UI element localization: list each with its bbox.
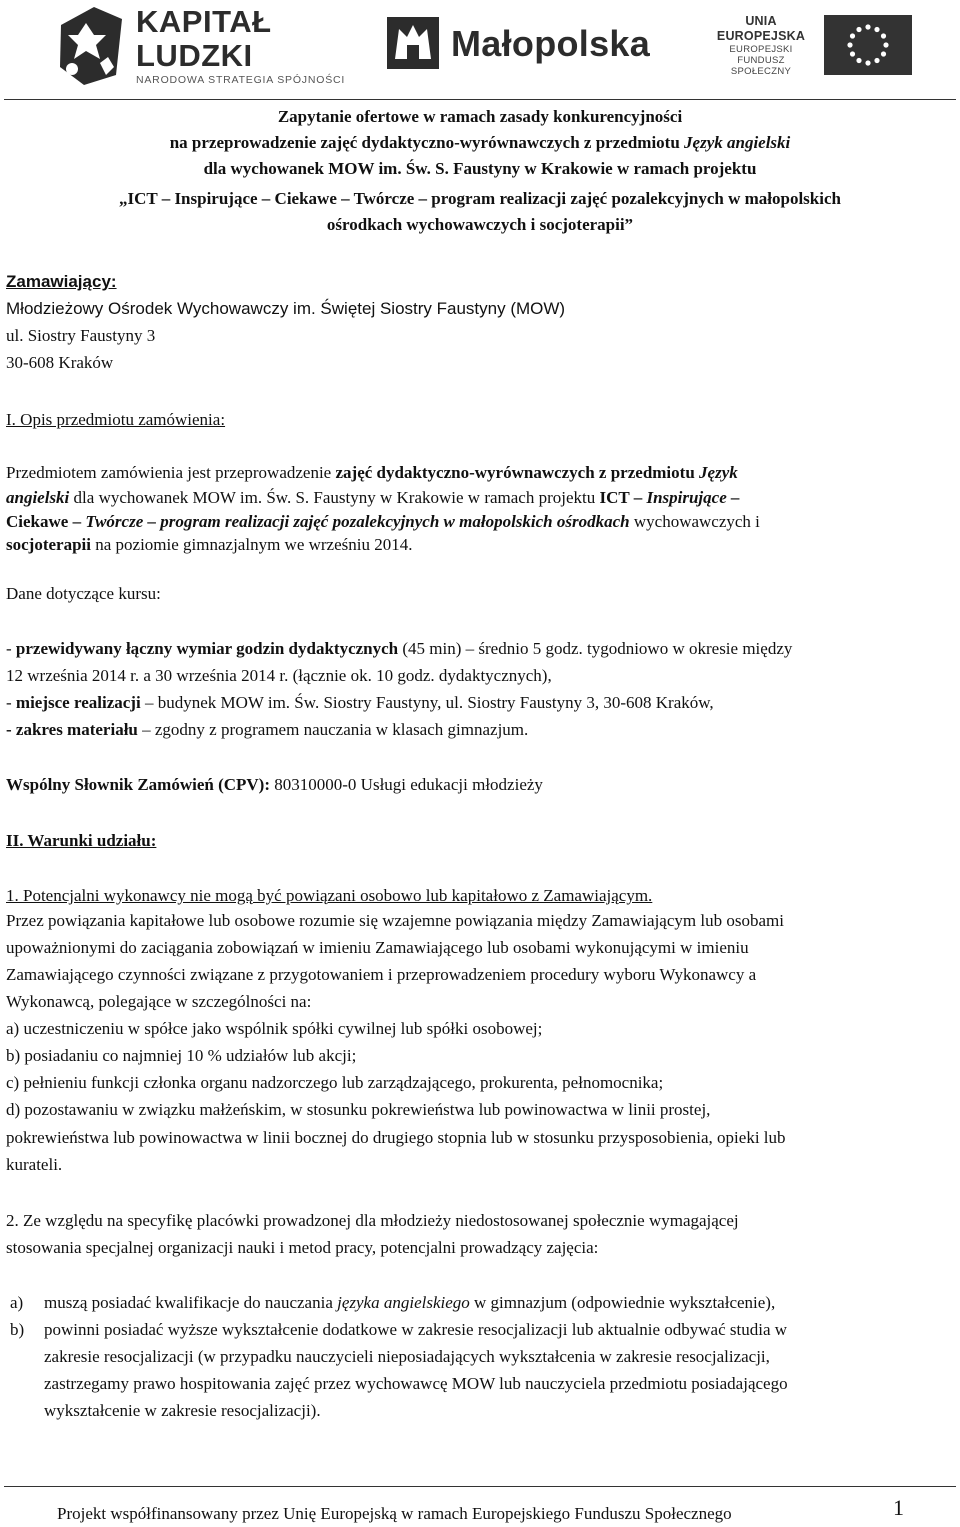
item-a-text (44, 1289, 775, 1316)
text: – budynek MOW im. Św. Siostry Faustyny, ul. Siostry Faustyny 3, 30-608 Kraków, (140, 693, 714, 712)
section-1-paragraph-line (6, 531, 412, 558)
title-line: ośrodkach wychowawczych i socjoterapii” (326, 215, 634, 234)
kapital-ludzki-title: KAPITAŁ LUDZKI (136, 4, 272, 73)
item-a-label: a) (10, 1293, 24, 1312)
text: dla wychowanek MOW im. Św. S. Faustyny w Krakowie w ramach projektu (69, 488, 600, 507)
text: - (6, 693, 16, 712)
section-1-paragraph-line (6, 459, 738, 486)
text-bold: ICT – (599, 488, 647, 507)
item-b-line: zastrzegamy prawo hospitowania zajęć przez wychowawcę MOW lub nauczyciela przedmiotu posiadającego (44, 1374, 788, 1393)
text: (45 min) – średnio 5 godz. tygodniowo w okresie między (398, 639, 793, 658)
text: w gimnazjum (odpowiednie wykształcenie), (469, 1293, 776, 1312)
malopolska-title: Małopolska (451, 22, 651, 64)
footer-text: Projekt współfinansowany przez Unię Europejską w ramach Europejskiego Funduszu Społecznego (57, 1504, 732, 1523)
section-1-paragraph-line (6, 484, 740, 511)
course-heading: Dane dotyczące kursu: (6, 584, 161, 603)
point-1-line: a) uczestniczeniu w spółce jako wspólnik spółki cywilnej lub spółki osobowej; (6, 1019, 543, 1038)
malopolska-emblem-icon (385, 15, 441, 71)
text: Przedmiotem zamówienia jest przeprowadzenie (6, 463, 336, 482)
cpv-label: Wspólny Słownik Zamówień (CPV): (6, 775, 271, 794)
text: muszą posiadać kwalifikacje do nauczania (44, 1293, 338, 1312)
kapital-ludzki-logo (56, 4, 356, 88)
eu-logo (706, 12, 916, 78)
ordering-party-name-text: Młodzieżowy Ośrodek Wychowawczy im. Świętej Siostry Faustyny (MOW) (6, 299, 566, 318)
point-1-line: b) posiadaniu co najmniej 10 % udziałów lub akcji; (6, 1046, 357, 1065)
cpv-line (6, 771, 543, 798)
eu-flag-icon (824, 15, 912, 75)
eu-line3: FUNDUSZ SPOŁECZNY (730, 54, 792, 77)
point-2-line: 2. Ze względu na specyfikę placówki prowadzonej dla młodzieży niedostosowanej społecznie wymagającej (6, 1211, 739, 1230)
text-bold: - zakres materiału (6, 720, 138, 739)
point-1-line: Wykonawcą, polegające w szczególności na: (6, 992, 312, 1011)
point-1-line: upoważnionymi do zaciągania zobowiązań w imieniu Zamawiającego lub osobami wykonującymi w imieniu (6, 938, 749, 957)
text-bold: Ciekawe – (6, 512, 86, 531)
point-1-line: d) pozostawaniu w związku małżeńskim, w stosunku pokrewieństwa lub powinowactwa w linii prostej, (6, 1100, 711, 1119)
ordering-party-label: Zamawiający: (6, 272, 117, 291)
title-line: Zapytanie ofertowe w ramach zasady konkurencyjności (277, 107, 683, 126)
text: na poziomie gimnazjalnym we wrześniu 2014. (90, 535, 413, 554)
eu-line1: UNIA EUROPEJSKA (716, 13, 806, 43)
text-bold: przewidywany łączny wymiar godzin dydaktycznych (15, 639, 399, 658)
item-b-line: powinni posiadać wyższe wykształcenie dodatkowe w zakresie resocjalizacji lub aktualnie odbywać studia w (44, 1320, 788, 1339)
title-line: „ICT – Inspirujące – Ciekawe – Twórcze – program realizacji zajęć pozalekcyjnych w małopolskich (119, 189, 841, 208)
course-item-scope (6, 716, 528, 743)
text-italic: języka angielskiego (337, 1293, 470, 1312)
point-1-heading: 1. Potencjalni wykonawcy nie mogą być powiązani osobowo lub kapitałowo z Zamawiającym. (6, 886, 653, 905)
header-divider (4, 99, 956, 100)
item-b-line: zakresie resocjalizacji (w przypadku nauczycieli nieposiadających wykształcenia w zakresie resocjalizacji, (44, 1347, 770, 1366)
title-text: na przeprowadzenie zajęć dydaktyczno-wyrównawczych z przedmiotu (169, 133, 685, 152)
text: – zgodny z programem nauczania w klasach gimnazjum. (137, 720, 529, 739)
section-2-heading: II. Warunki udziału: (6, 831, 157, 850)
section-1-heading: I. Opis przedmiotu zamówienia: (6, 410, 226, 429)
point-2-line: stosowania specjalnej organizacji nauki i metod pracy, potencjalni prowadzący zajęcia: (6, 1238, 599, 1257)
ordering-party-street: ul. Siostry Faustyny 3 (6, 326, 156, 345)
footer-divider (4, 1486, 956, 1487)
point-1-line: pokrewieństwa lub powinowactwa w linii bocznej do drugiego stopnia lub w stosunku przysposobienia, opieki lub (6, 1128, 786, 1147)
item-b-label: b) (10, 1320, 25, 1339)
ordering-party-name (6, 295, 565, 322)
page-number: 1 (893, 1495, 904, 1520)
title-line: dla wychowanek MOW im. Św. S. Faustyny w Krakowie w ramach projektu (203, 159, 757, 178)
text: - (6, 639, 16, 658)
course-item-place (6, 689, 714, 716)
course-item-hours-cont: 12 września 2014 r. a 30 września 2014 r. (łącznie ok. 10 godz. dydaktycznych), (6, 666, 552, 685)
text-bold: zajęć dydaktyczno-wyrównawczych z przedmiotu (335, 463, 700, 482)
eu-line2: EUROPEJSKI (729, 43, 793, 55)
point-1-line: kurateli. (6, 1155, 63, 1174)
kapital-ludzki-subtitle: NARODOWA STRATEGIA SPÓJNOŚCI (136, 74, 346, 86)
point-1-line: Przez powiązania kapitałowe lub osobowe rozumie się wzajemne powiązania między Zamawiającym lub osobami (6, 911, 784, 930)
point-1-line: Zamawiającego czynności związane z przygotowaniem i przeprowadzeniem procedury wyboru Wykonawcy a (6, 965, 757, 984)
text-bold-italic: angielski (6, 488, 70, 507)
document-title (0, 104, 960, 238)
ordering-party-city: 30-608 Kraków (6, 353, 114, 372)
text-bold-italic: Inspirujące – (646, 488, 740, 507)
text-bold-italic: Język (699, 463, 738, 482)
title-subject: Język angielski (684, 133, 791, 152)
course-item-hours (6, 635, 792, 662)
point-1-line: c) pełnieniu funkcji członka organu nadzorczego lub zarządzającego, prokurenta, pełnomocnika; (6, 1073, 664, 1092)
text-bold-italic: Twórcze – program realizacji zajęć pozalekcyjnych w małopolskich ośrodkach (85, 512, 630, 531)
logo-header (0, 0, 960, 100)
cpv-value: 80310000-0 Usługi edukacji młodzieży (270, 775, 543, 794)
malopolska-logo (385, 12, 651, 74)
text-bold: socjoterapii (6, 535, 91, 554)
title-line (0, 130, 960, 156)
text: wychowawczych i (629, 512, 760, 531)
item-b-line: wykształcenie w zakresie resocjalizacji). (44, 1401, 321, 1420)
text-bold: miejsce realizacji (15, 693, 141, 712)
kapital-ludzki-emblem-icon (56, 5, 126, 87)
